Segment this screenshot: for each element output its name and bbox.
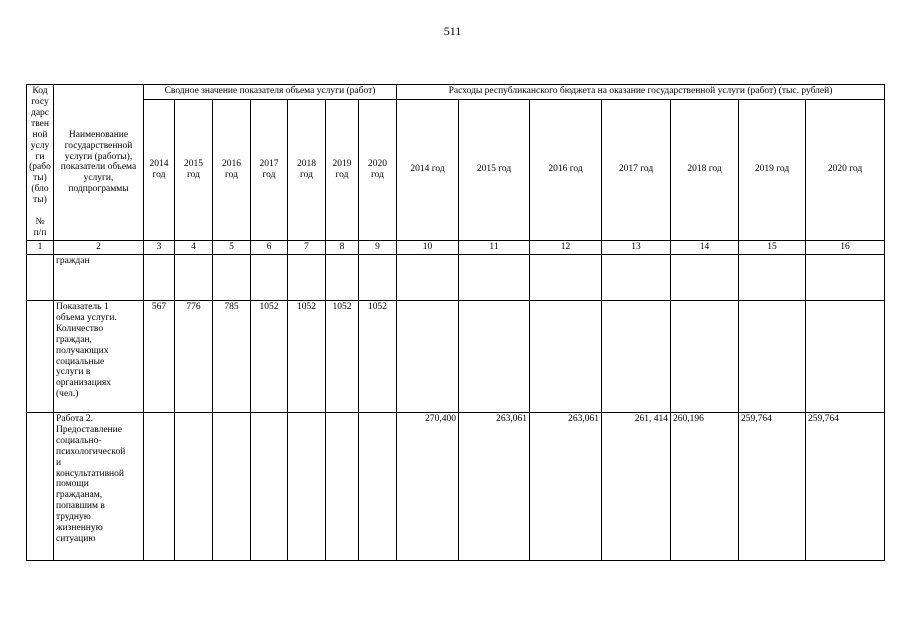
header-name-col: Наименование государственной услуги (работы), показатели объема услуги, подпрограммы	[54, 85, 144, 241]
volume-cell: 1052	[251, 300, 288, 412]
budget-cell: 260,196	[671, 412, 739, 560]
header-volume-year: 2020 год	[359, 99, 397, 240]
column-number: 8	[326, 240, 359, 254]
budget-cell: 261, 414	[602, 412, 671, 560]
budget-cell: 259,764	[806, 412, 885, 560]
header-code-col: Код госу дарс твен ной услу ги (рабо ты) (бло ты) № п/п	[27, 85, 54, 241]
header-budget-year: 2015 год	[459, 99, 530, 240]
header-budget-year: 2016 год	[530, 99, 602, 240]
header-budget-year: 2014 год	[397, 99, 459, 240]
volume-cell	[175, 254, 213, 300]
column-number: 14	[671, 240, 739, 254]
header-volume-year: 2014 год	[144, 99, 175, 240]
volume-cell	[326, 412, 359, 560]
budget-cell	[397, 254, 459, 300]
header-budget-year: 2017 год	[602, 99, 671, 240]
budget-cell	[739, 300, 806, 412]
budget-cell	[806, 254, 885, 300]
volume-cell	[144, 254, 175, 300]
header-budget-year: 2018 год	[671, 99, 739, 240]
column-number-row	[27, 240, 885, 254]
budget-cell	[459, 254, 530, 300]
volume-cell: 785	[213, 300, 251, 412]
table-row	[27, 412, 885, 560]
column-number: 6	[251, 240, 288, 254]
header-volume-year: 2018 год	[288, 99, 326, 240]
column-number: 16	[806, 240, 885, 254]
column-number: 9	[359, 240, 397, 254]
header-row-groups	[27, 85, 885, 100]
row-code	[27, 300, 54, 412]
budget-cell	[397, 300, 459, 412]
header-volume-year: 2015 год	[175, 99, 213, 240]
budget-cell	[671, 300, 739, 412]
volume-cell	[144, 412, 175, 560]
column-number: 12	[530, 240, 602, 254]
column-number: 3	[144, 240, 175, 254]
column-number: 10	[397, 240, 459, 254]
volume-cell	[288, 254, 326, 300]
column-number: 13	[602, 240, 671, 254]
table-row	[27, 254, 885, 300]
header-row-years	[27, 99, 885, 240]
budget-cell	[739, 254, 806, 300]
budget-cell	[602, 300, 671, 412]
header-group-volume: Сводное значение показателя объема услуги (работ)	[144, 85, 397, 100]
column-number: 4	[175, 240, 213, 254]
volume-cell	[175, 412, 213, 560]
row-code	[27, 254, 54, 300]
header-volume-year: 2017 год	[251, 99, 288, 240]
volume-cell: 776	[175, 300, 213, 412]
header-budget-year: 2020 год	[806, 99, 885, 240]
row-name: граждан	[54, 254, 144, 300]
row-code	[27, 412, 54, 560]
volume-cell	[359, 254, 397, 300]
header-group-budget: Расходы республиканского бюджета на оказание государственной услуги (работ) (тыс. рублей)	[397, 85, 885, 100]
table-row	[27, 300, 885, 412]
budget-cell: 270,400	[397, 412, 459, 560]
volume-cell	[359, 412, 397, 560]
budget-cell	[671, 254, 739, 300]
budget-cell: 259,764	[739, 412, 806, 560]
budget-cell: 263,061	[530, 412, 602, 560]
column-number: 11	[459, 240, 530, 254]
volume-cell	[251, 254, 288, 300]
volume-cell	[326, 254, 359, 300]
column-number: 15	[739, 240, 806, 254]
volume-cell	[213, 254, 251, 300]
column-number: 5	[213, 240, 251, 254]
volume-cell: 567	[144, 300, 175, 412]
column-number: 2	[54, 240, 144, 254]
column-number: 1	[27, 240, 54, 254]
volume-cell	[213, 412, 251, 560]
budget-cell	[459, 300, 530, 412]
row-name: Показатель 1 объема услуги. Количество граждан, получающих социальные услуги в организациях (чел.)	[54, 300, 144, 412]
volume-cell: 1052	[288, 300, 326, 412]
row-name: Работа 2. Предоставление социально- психологической и консультативной помощи гражданам, попавшим в трудную жизненную ситуацию	[54, 412, 144, 560]
budget-cell	[530, 254, 602, 300]
volume-cell: 1052	[359, 300, 397, 412]
column-number: 7	[288, 240, 326, 254]
budget-cell	[602, 254, 671, 300]
budget-table	[26, 84, 885, 561]
page-number: 511	[443, 24, 462, 38]
header-volume-year: 2016 год	[213, 99, 251, 240]
header-budget-year: 2019 год	[739, 99, 806, 240]
budget-cell	[806, 300, 885, 412]
budget-cell	[530, 300, 602, 412]
volume-cell	[251, 412, 288, 560]
budget-cell: 263,061	[459, 412, 530, 560]
volume-cell: 1052	[326, 300, 359, 412]
header-volume-year: 2019 год	[326, 99, 359, 240]
volume-cell	[288, 412, 326, 560]
